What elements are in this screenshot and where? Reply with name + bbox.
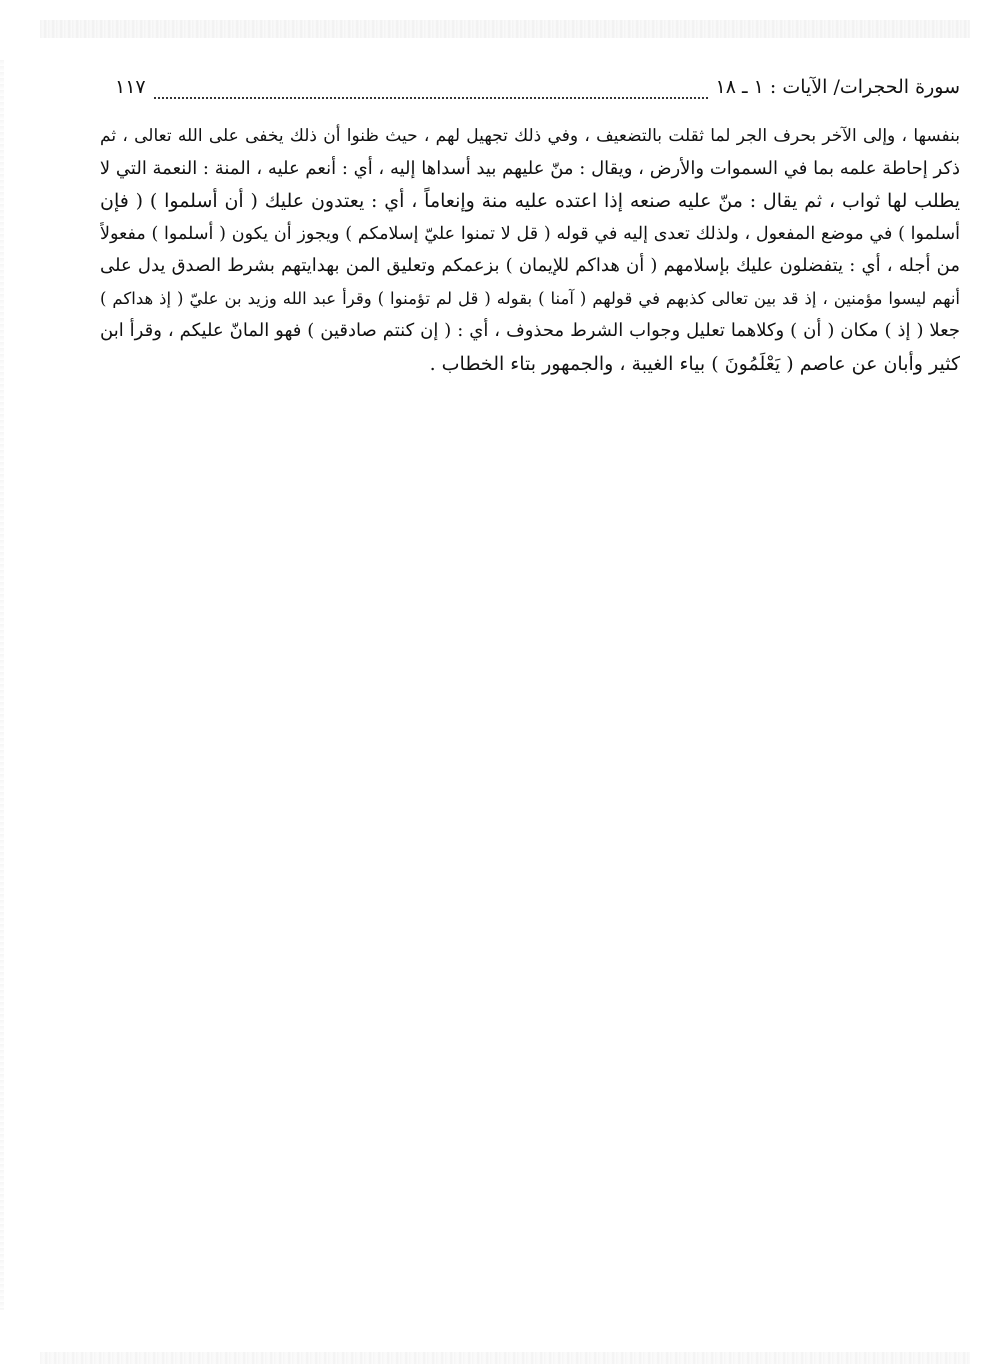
text-line: ذكر إحاطة علمه بما في السموات والأرض ، ويقال : منّ عليهم بيد أسداها إليه ، أي : أنعم عليه ، المنة : النعمة التي لا xyxy=(100,157,960,179)
text-line: بنفسها ، وإلى الآخر بحرف الجر لما ثقلت بالتضعيف ، وفي ذلك تجهيل لهم ، حيث ظنوا أن ذلك يخفى على الله تعالى ، ثم xyxy=(100,126,960,146)
body-paragraph xyxy=(100,120,960,380)
text-line: أنهم ليسوا مؤمنين ، إذ قد بين تعالى كذبهم في قولهم ( آمنا ) بقوله ( قل لم تؤمنوا ) وقرأ عبد الله وزيد بن عليّ ( إذ هداكم ) xyxy=(100,288,960,308)
page-number: ١١٧ xyxy=(115,76,146,98)
header-leader-dots xyxy=(154,85,708,99)
text-line-last: كثير وأبان عن عاصم ( يَعْلَمُونَ ) بياء الغيبة ، والجمهور بتاء الخطاب . xyxy=(429,352,960,375)
scan-noise-left xyxy=(0,60,4,1310)
text-line: يطلب لها ثواب ، ثم يقال : منّ عليه صنعه إذا اعتده عليه منة وإنعاماً ، أي : يعتدون عليك ( أن أسلموا ) ( فإن xyxy=(100,190,960,212)
scan-noise-top xyxy=(40,20,970,38)
text-line: من أجله ، أي : يتفضلون عليك بإسلامهم ( أن هداكم للإيمان ) بزعمكم وتعليق المن بهدايتهم بشرط الصدق يدل على xyxy=(100,255,960,276)
running-header xyxy=(115,76,960,108)
text-line: جعلا ( إذ ) مكان ( أن ) وكلاهما تعليل وجواب الشرط محذوف ، أي : ( إن كنتم صادقين ) فهو المانّ عليكم ، وقرأ ابن xyxy=(100,320,960,341)
text-line: أسلموا ) في موضع المفعول ، ولذلك تعدى إليه في قوله ( قل لا تمنوا عليّ إسلامكم ) ويجوز أن يكون ( أسلموا ) مفعولاً xyxy=(100,223,960,244)
header-title: سورة الحجرات/ الآيات : ١ ـ ١٨ xyxy=(715,76,960,98)
scan-noise-bottom xyxy=(40,1352,970,1364)
